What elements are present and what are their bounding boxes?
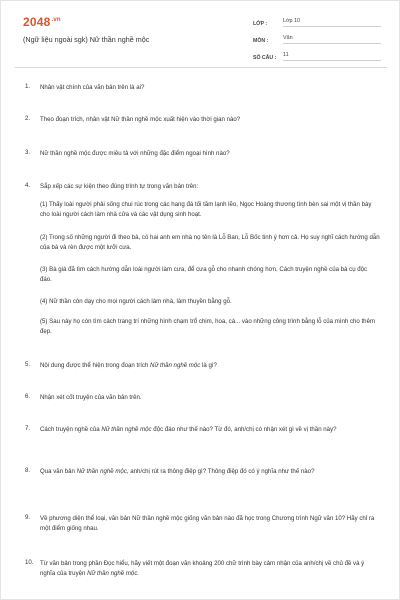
- header-divider: [15, 67, 387, 68]
- question-number: 9.: [25, 514, 31, 521]
- question-number: 5.: [25, 361, 31, 368]
- logo-text: 2048: [23, 15, 51, 29]
- worksheet-header: [1, 1, 400, 65]
- question-text: [40, 361, 380, 371]
- event-item: (3) Bà già đã tìm cách hướng dẫn loài người làm cưa, để cưa gỗ cho nhanh chóng hơn. Cách truyện nghề của bà cụ độc đáo.: [40, 266, 368, 283]
- worksheet-meta: [253, 13, 381, 64]
- meta-count-label: SỐ CÂU :: [253, 55, 277, 61]
- question-text: [40, 467, 380, 477]
- meta-grade-row: [253, 13, 381, 27]
- question-number: 7.: [25, 425, 31, 432]
- question-number: 10.: [25, 559, 34, 566]
- meta-grade-value: Lớp 10: [283, 18, 381, 27]
- meta-subject-label: MÔN :: [253, 38, 269, 44]
- question-text-part: Cách truyện nghề của: [40, 426, 102, 433]
- question-text-emphasis: Nữ thần nghề mộc.: [87, 569, 140, 577]
- question-text-part: Qua văn bản: [40, 468, 77, 475]
- meta-count-value: 11: [283, 52, 381, 61]
- question-text: Nhận xét cốt truyện của văn bản trên.: [40, 394, 142, 401]
- page-title: (Ngữ liệu ngoài sgk) Nữ thần nghề mộc: [23, 35, 150, 44]
- question-text-emphasis: Nữ thần nghề mộc,: [76, 468, 129, 475]
- question-text-part: Nội dung được thể hiện trong đoạn trích: [40, 362, 151, 369]
- event-item: (2) Trong số những người đi theo bà, có hai anh em nhà nọ tên là Lỗ Ban, Lỗ Bốc tinh ý hơn cả. Họ suy nghĩ cách hướng dẫn của bà và rèn được một lưỡi cưa.: [40, 234, 380, 251]
- meta-grade-label: LỚP :: [253, 21, 268, 27]
- event-item: (1) Thấy loài người phải sống chui rúc trong các hang đá tối tăm lạnh lẽo, Ngọc Hoàng thương tình bèn sai một vị thần bày cho loài người cách làm nhà cửa và các vật dụng sinh hoạt.: [40, 201, 372, 218]
- question-text-emphasis: Nữ thần nghề mộc: [150, 362, 201, 369]
- question-text: [40, 559, 380, 579]
- question-number: 1.: [25, 83, 31, 90]
- question-number: 6.: [25, 393, 31, 400]
- question-text-part: Từ văn bản trong phần Đọc hiểu, hãy viết một đoạn văn khoảng 200 chữ trình bày cảm nhận của anh/chị về chủ đề và ý nghĩa của truyện: [40, 560, 365, 577]
- question-text-part: anh/chị rút ra thông điệp gì? Thông điệp đó có ý nghĩa như thế nào?: [128, 468, 315, 475]
- question-text: Sắp xếp các sự kiện theo đúng trình tự trong văn bản trên:: [40, 183, 199, 190]
- question-number: 4.: [25, 182, 31, 189]
- question-number: 8.: [25, 467, 31, 474]
- question-text: Nữ thần nghề mộc được miêu tả với những đặc điểm ngoại hình nào?: [40, 150, 230, 157]
- event-item: (5) Sau này họ còn tìm cách trang trí những hình chạm trổ chim, hoa, cá... vào những công trình bằng lỗ của mình cho thêm đẹp.: [40, 318, 376, 335]
- question-text-emphasis: Nữ thần nghề mộc: [101, 426, 152, 433]
- question-number: 3.: [25, 149, 31, 156]
- event-item: (4) Nữ thần còn dạy cho mọi người cách làm nhà, làm thuyền bằng gỗ.: [40, 298, 232, 305]
- question-text-part: là gì?: [200, 362, 217, 369]
- logo-tld: .vn: [51, 17, 61, 23]
- question-text: Nhân vật chính của văn bản trên là ai?: [40, 84, 145, 91]
- question-number: 2.: [25, 115, 31, 122]
- question-text-part: độc đáo như thế nào? Từ đó, anh/chị có nhận xét gì về vị thần này?: [151, 426, 337, 433]
- meta-subject-value: Văn: [283, 35, 381, 44]
- meta-count-row: [253, 47, 381, 61]
- question-text: Theo đoạn trích, nhân vật Nữ thần nghề mộc xuất hiện vào thời gian nào?: [40, 116, 241, 123]
- meta-subject-row: [253, 30, 381, 44]
- site-logo[interactable]: [23, 15, 61, 29]
- question-text: [40, 425, 380, 435]
- question-text: Về phương diện thể loại, văn bản Nữ thần nghề mộc giống văn bản nào đã học trong Chương trình Ngữ văn 10? Hãy chỉ ra một điểm giống nhau.: [40, 515, 375, 532]
